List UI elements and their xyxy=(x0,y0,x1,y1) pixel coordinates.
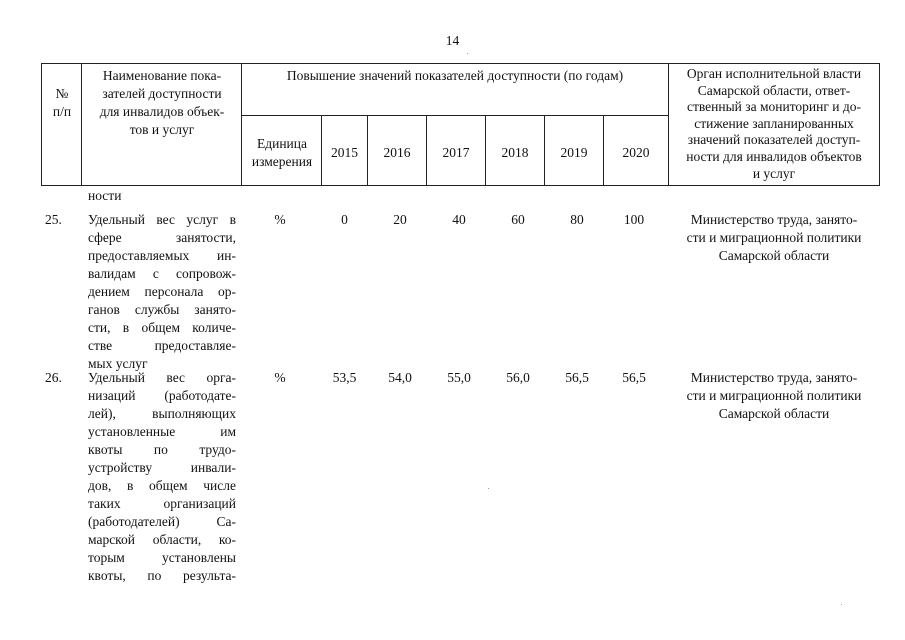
row-indicator-name xyxy=(88,211,236,373)
row-value-2017: 40 xyxy=(452,212,466,227)
name-line: низаций (работодате- xyxy=(88,388,236,403)
name-line: стве предоставляе- xyxy=(88,338,236,353)
name-line: предоставляемых ин- xyxy=(88,248,236,263)
name-line: установленные им xyxy=(88,424,236,439)
continuation-text: ности xyxy=(88,188,122,203)
name-line: дов, в общем числе xyxy=(88,478,236,493)
row-value-2020: 56,5 xyxy=(622,370,646,385)
header-unit-line: измерения xyxy=(251,154,313,169)
name-line: квоты по трудо- xyxy=(88,442,236,457)
organ-line: Министерство труда, занято- xyxy=(690,370,858,385)
header-year-2019: 2019 xyxy=(560,145,588,160)
name-line: марской области, ко- xyxy=(88,532,236,547)
row-number: 25. xyxy=(45,212,62,227)
table-top-border xyxy=(41,63,880,64)
row-responsible-organ xyxy=(668,369,880,423)
header-unit-line: Единица xyxy=(256,136,307,151)
name-line: таких организаций xyxy=(88,496,236,511)
header-organ-line: значений показателей доступ- xyxy=(687,132,861,148)
header-organ-line: ственный за мониторинг и до- xyxy=(686,99,862,115)
name-line: лей), выполняющих xyxy=(88,406,236,421)
header-year-2017: 2017 xyxy=(442,145,470,160)
row-value-2018: 60 xyxy=(511,212,525,227)
page-number: 14 xyxy=(445,33,460,48)
name-line: торым установлены xyxy=(88,550,236,565)
row-value-2020: 100 xyxy=(623,212,645,227)
grid-line xyxy=(81,63,82,186)
header-name-line: для инвалидов объек- xyxy=(99,104,225,119)
row-unit: % xyxy=(274,370,286,385)
row-value-2016: 20 xyxy=(393,212,407,227)
table-header-bottom-border xyxy=(41,185,880,186)
row-value-2017: 55,0 xyxy=(447,370,471,385)
header-organ-line: ности для инвалидов объектов xyxy=(686,148,862,164)
row-value-2015: 0 xyxy=(341,212,348,227)
header-organ-line: Самарской области, ответ- xyxy=(697,82,851,98)
row-indicator-name xyxy=(88,369,236,585)
table-header xyxy=(41,63,880,186)
grid-line xyxy=(879,63,880,186)
header-name-line: зателей доступности xyxy=(102,86,222,101)
name-line: (работодателей) Са- xyxy=(88,514,236,529)
organ-line: Самарской области xyxy=(718,406,830,421)
row-value-2019: 56,5 xyxy=(565,370,589,385)
header-name-line: тов и услуг xyxy=(129,122,195,137)
header-organ-line: Орган исполнительной власти xyxy=(686,66,862,81)
organ-line: сти и миграционной политики xyxy=(686,388,862,403)
header-year-2015: 2015 xyxy=(331,145,358,160)
name-line: мых услуг xyxy=(88,356,148,371)
header-organ-line: стижение запланированных xyxy=(694,115,854,131)
header-increase: Повышение значений показателей доступности (по годам) xyxy=(286,68,624,83)
organ-line: Самарской области xyxy=(718,248,830,263)
header-name-line: Наименование пока- xyxy=(102,68,222,83)
header-year-2018: 2018 xyxy=(501,145,529,160)
header-organ-line: и услуг xyxy=(752,165,796,181)
row-value-2018: 56,0 xyxy=(506,370,530,385)
scan-speck xyxy=(467,53,468,54)
row-responsible-organ xyxy=(668,211,880,265)
header-name xyxy=(85,67,239,139)
name-line: дением персонала ор- xyxy=(88,284,236,299)
name-line: Удельный вес услуг в xyxy=(88,212,236,227)
scan-speck xyxy=(841,604,842,605)
organ-line: Министерство труда, занято- xyxy=(690,212,858,227)
name-line: сти, в общем количе- xyxy=(88,320,236,335)
header-unit xyxy=(244,135,320,171)
header-year-2020: 2020 xyxy=(622,145,650,160)
name-line: валидам с сопровож- xyxy=(88,266,236,281)
name-line: ганов службы занято- xyxy=(88,302,236,317)
header-organ xyxy=(669,66,879,182)
name-line: сфере занятости, xyxy=(88,230,236,245)
name-line: Удельный вес орга- xyxy=(88,370,236,385)
row-value-2019: 80 xyxy=(570,212,584,227)
row-value-2016: 54,0 xyxy=(388,370,412,385)
grid-line xyxy=(241,63,242,186)
row-value-2015: 53,5 xyxy=(332,370,357,385)
name-line: квоты, по результа- xyxy=(88,568,236,583)
grid-line xyxy=(41,63,42,186)
scan-speck xyxy=(488,488,489,489)
header-year-2016: 2016 xyxy=(383,145,411,160)
row-unit: % xyxy=(274,212,286,227)
organ-line: сти и миграционной политики xyxy=(686,230,862,245)
header-num: № п/п xyxy=(52,86,72,119)
row-number: 26. xyxy=(45,370,62,385)
name-line: устройству инвали- xyxy=(88,460,236,475)
